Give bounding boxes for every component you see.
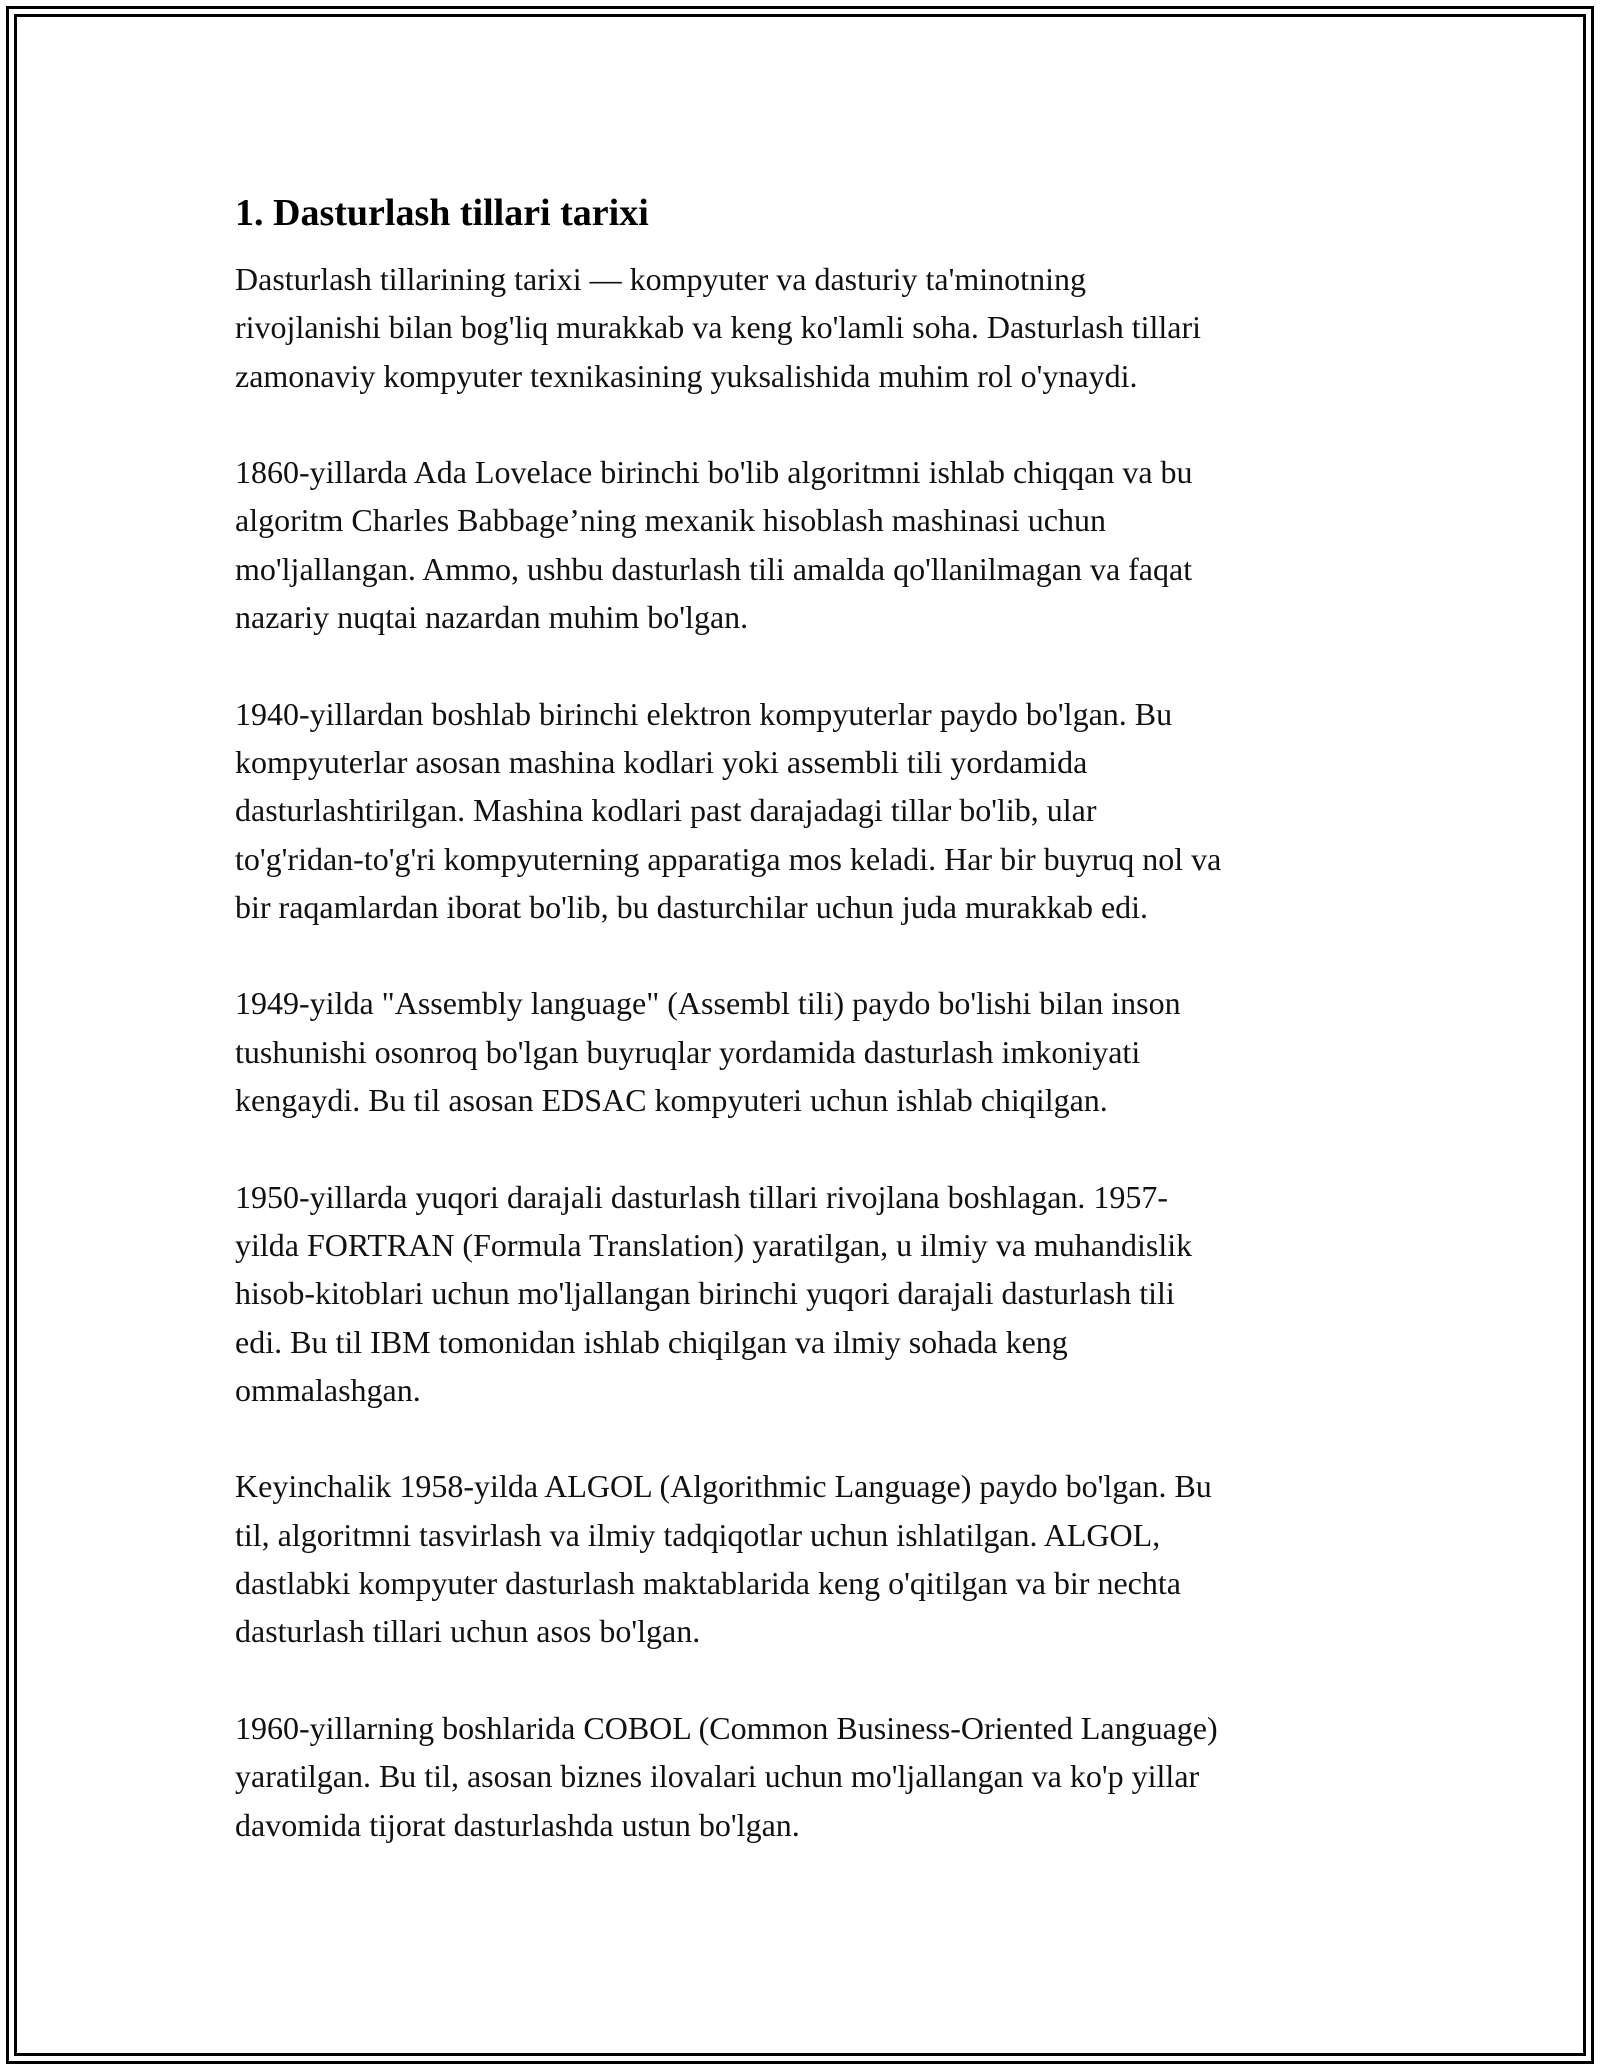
paragraph-1940 <box>235 690 1385 931</box>
paragraph-1950 <box>235 1173 1385 1414</box>
text-line: til, algoritmni tasvirlash va ilmiy tadqiqotlar uchun ishlatilgan. ALGOL, <box>235 1516 1161 1553</box>
text-line: mo'ljallangan. Ammo, ushbu dasturlash tili amalda qo'llanilmagan va faqat <box>235 550 1193 587</box>
text-line: dastlabki kompyuter dasturlash maktablarida keng o'qitilgan va bir nechta <box>235 1565 1181 1602</box>
text-line: zamonaviy kompyuter texnikasining yuksalishida muhim rol o'ynaydi. <box>235 357 1138 394</box>
text-line: Dasturlash tillarining tarixi — kompyuter va dasturiy ta'minotning <box>235 261 1086 297</box>
paragraph-intro <box>235 255 1385 400</box>
document-body <box>235 185 1385 1849</box>
text-line: rivojlanishi bilan bog'liq murakkab va keng ko'lamli soha. Dasturlash tillari <box>235 309 1202 346</box>
text-line: bir raqamlardan iborat bo'lib, bu dasturchilar uchun juda murakkab edi. <box>235 888 1149 925</box>
text-line: nazariy nuqtai nazardan muhim bo'lgan. <box>235 599 749 636</box>
text-line: 1940-yillardan boshlab birinchi elektron kompyuterlar paydo bo'lgan. Bu <box>235 695 1173 732</box>
text-line: edi. Bu til IBM tomonidan ishlab chiqilgan va ilmiy sohada keng <box>235 1323 1068 1360</box>
text-line: 1949-yilda "Assembly language" (Assembl tili) paydo bo'lishi bilan inson <box>235 985 1181 1022</box>
paragraph-1958 <box>235 1462 1385 1655</box>
text-line: to'g'ridan-to'g'ri kompyuterning apparatiga mos keladi. Har bir buyruq nol va <box>235 840 1222 877</box>
text-line: kompyuterlar asosan mashina kodlari yoki assembli tili yordamida <box>235 743 1088 780</box>
text-line: 1960-yillarning boshlarida COBOL (Common Business-Oriented Language) <box>235 1709 1218 1746</box>
text-line: tushunishi osonroq bo'lgan buyruqlar yordamida dasturlash imkoniyati <box>235 1033 1141 1070</box>
section-heading: 1. Dasturlash tillari tarixi <box>235 192 649 234</box>
text-line: kengaydi. Bu til asosan EDSAC kompyuteri uchun ishlab chiqilgan. <box>235 1082 1108 1119</box>
text-line: yaratilgan. Bu til, asosan biznes ilovalari uchun mo'ljallangan va ko'p yillar <box>235 1758 1200 1795</box>
text-line: dasturlash tillari uchun asos bo'lgan. <box>235 1613 701 1650</box>
text-line: yilda FORTRAN (Formula Translation) yaratilgan, u ilmiy va muhandislik <box>235 1226 1193 1263</box>
text-line: 1950-yillarda yuqori darajali dasturlash tillari rivojlana boshlagan. 1957- <box>235 1178 1169 1215</box>
text-line: davomida tijorat dasturlashda ustun bo'lgan. <box>235 1806 800 1843</box>
text-line: ommalashgan. <box>235 1371 421 1408</box>
text-line: dasturlashtirilgan. Mashina kodlari past darajadagi tillar bo'lib, ular <box>235 792 1097 829</box>
text-line: 1860-yillarda Ada Lovelace birinchi bo'lib algoritmni ishlab chiqqan va bu <box>235 454 1193 491</box>
text-line: algoritm Charles Babbage’ning mexanik hisoblash mashinasi uchun <box>235 502 1106 539</box>
text-line: hisob-kitoblari uchun mo'ljallangan birinchi yuqori darajali dasturlash tili <box>235 1275 1175 1312</box>
text-line: Keyinchalik 1958-yilda ALGOL (Algorithmic Language) paydo bo'lgan. Bu <box>235 1468 1212 1505</box>
paragraph-1949 <box>235 979 1385 1124</box>
paragraph-1960 <box>235 1704 1385 1849</box>
paragraph-1860 <box>235 448 1385 641</box>
